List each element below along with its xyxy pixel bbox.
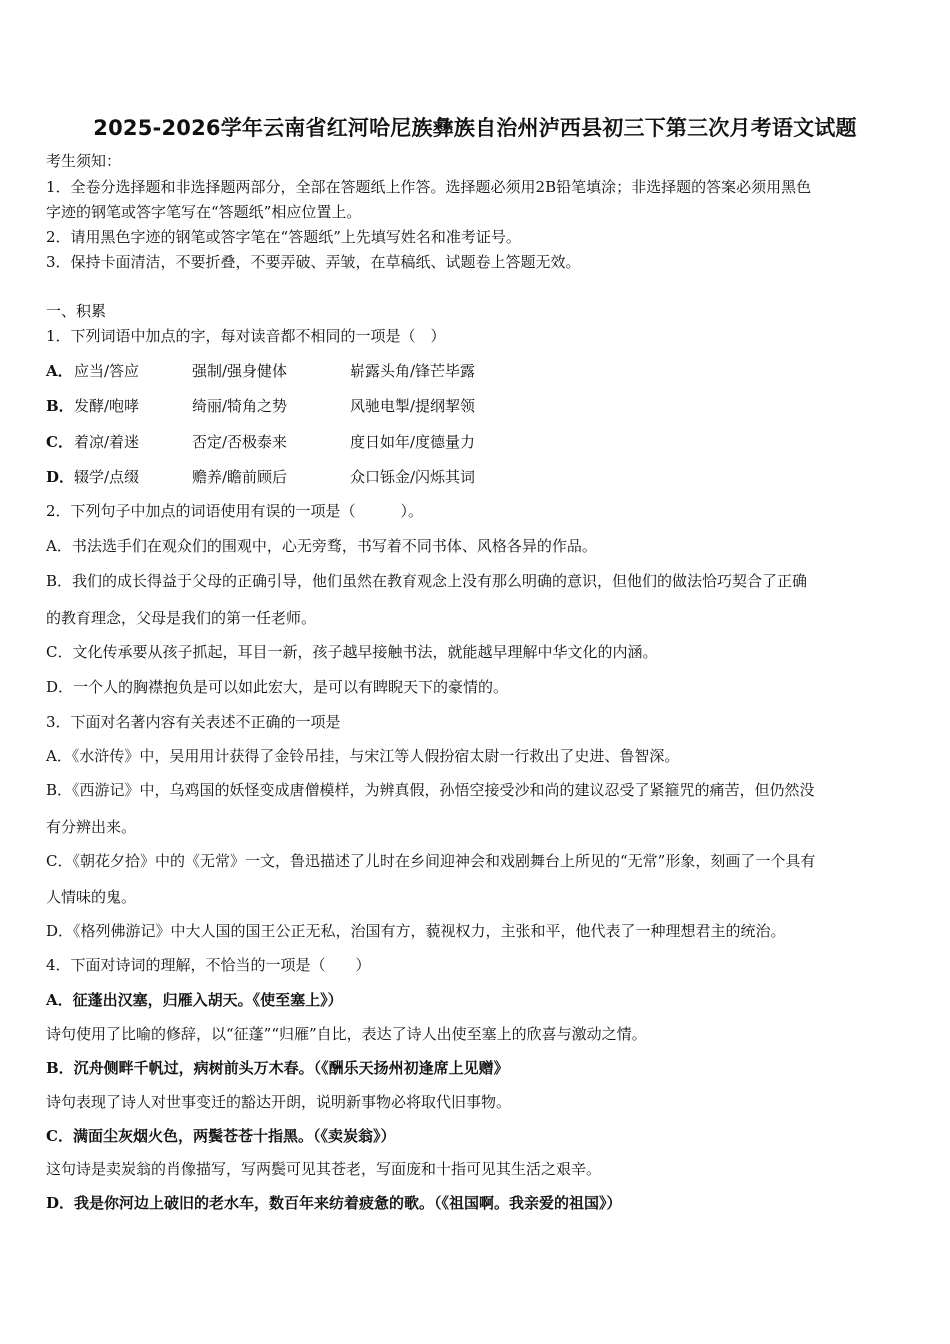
question-3-option-b-line-1: B．《西游记》中，乌鸡国的妖怪变成唐僧模样，为辨真假，孙悟空接受沙和尚的建议忍受了紧箍咒的痛苦，但仍然没 — [46, 781, 815, 799]
option-col-3: 风驰电掣/提纲挈领 — [350, 397, 476, 415]
question-3-option-b-line-2: 有分辨出来。 — [46, 818, 137, 836]
option-label: C． — [46, 433, 73, 451]
question-4-option-b: B．沉舟侧畔千帆过，病树前头万木春。（《酬乐天扬州初逢席上见赠》 — [46, 1059, 509, 1077]
question-4-option-d: D．我是你河边上破旧的老水车，数百年来纺着疲惫的歌。（《祖国啊。我亲爱的祖国》） — [46, 1194, 622, 1212]
notice-heading: 考生须知： — [46, 152, 122, 170]
option-col-2: 绮丽/犄角之势 — [192, 397, 288, 415]
page-title: 2025-2026学年云南省红河哈尼族彝族自治州泸西县初三下第三次月考语文试题 — [93, 116, 857, 140]
notice-line-1: 1．全卷分选择题和非选择题两部分，全部在答题纸上作答。选择题必须用2B铅笔填涂；非选择题的答案必须用黑色 — [46, 178, 812, 196]
option-col-1: 着凉/着迷 — [74, 433, 140, 451]
option-col-2: 否定/否极泰来 — [192, 433, 288, 451]
question-2-option-c: C．文化传承要从孩子抓起，耳目一新，孩子越早接触书法，就能越早理解中华文化的内涵。 — [46, 643, 658, 661]
question-4-stem: 4．下面对诗词的理解，不恰当的一项是（ ） — [46, 956, 371, 974]
option-col-1: 辍学/点缀 — [74, 468, 140, 486]
question-1-option-c — [46, 431, 906, 451]
notice-line-3: 2．请用黑色字迹的钢笔或答字笔在“答题纸”上先填写姓名和准考证号。 — [46, 228, 521, 246]
option-col-3: 度日如年/度德量力 — [350, 433, 476, 451]
question-4-option-a: A．征蓬出汉塞，归雁入胡天。《使至塞上》） — [46, 991, 343, 1009]
question-1-option-b — [46, 395, 906, 415]
notice-line-2: 字迹的钢笔或答字笔写在“答题纸”相应位置上。 — [46, 203, 362, 221]
option-col-3: 崭露头角/锋芒毕露 — [350, 362, 476, 380]
question-2-stem: 2．下列句子中加点的词语使用有误的一项是（ ）。 — [46, 502, 424, 520]
section-heading: 一、积累 — [46, 302, 107, 320]
option-label: B． — [46, 397, 74, 415]
question-2-option-b-line-1: B．我们的成长得益于父母的正确引导，他们虽然在教育观念上没有那么明确的意识，但他们的做法恰巧契合了正确 — [46, 572, 808, 590]
option-label: A． — [46, 362, 73, 380]
question-1-option-a — [46, 360, 906, 380]
question-1-option-d — [46, 466, 906, 486]
option-col-1: 应当/答应 — [74, 362, 140, 380]
question-2-option-b-line-2: 的教育理念，父母是我们的第一任老师。 — [46, 609, 317, 627]
question-2-option-d: D．一个人的胸襟抱负是可以如此宏大，是可以有睥睨天下的豪情的。 — [46, 678, 509, 696]
question-4-option-b-explanation: 诗句表现了诗人对世事变迁的豁达开朗，说明新事物必将取代旧事物。 — [46, 1093, 512, 1111]
question-4-option-c: C．满面尘灰烟火色，两鬓苍苍十指黑。（《卖炭翁》） — [46, 1127, 396, 1145]
question-3-stem: 3．下面对名著内容有关表述不正确的一项是 — [46, 713, 341, 731]
question-3-option-c-line-1: C．《朝花夕拾》中的《无常》一文，鲁迅描述了儿时在乡间迎神会和戏剧舞台上所见的“无常”形象，刻画了一个具有 — [46, 852, 816, 870]
option-col-1: 发酵/咆哮 — [74, 397, 140, 415]
question-2-option-a: A．书法选手们在观众们的围观中，心无旁骛，书写着不同书体、风格各异的作品。 — [46, 537, 597, 555]
notice-line-4: 3．保持卡面清洁，不要折叠，不要弄破、弄皱，在草稿纸、试题卷上答题无效。 — [46, 253, 581, 271]
option-col-3: 众口铄金/闪烁其词 — [350, 468, 476, 486]
question-3-option-c-line-2: 人情味的鬼。 — [46, 888, 137, 906]
question-4-option-a-explanation: 诗句使用了比喻的修辞，以“征蓬”“归雁”自比，表达了诗人出使至塞上的欣喜与激动之情。 — [46, 1025, 647, 1043]
question-1-stem: 1．下列词语中加点的字，每对读音都不相同的一项是（ ） — [46, 327, 446, 345]
question-3-option-d: D．《格列佛游记》中大人国的国王公正无私，治国有方，藐视权力，主张和平，他代表了一种理想君主的统治。 — [46, 922, 786, 940]
option-col-2: 强制/强身健体 — [192, 362, 288, 380]
question-4-option-c-explanation: 这句诗是卖炭翁的肖像描写，写两鬓可见其苍老，写面庞和十指可见其生活之艰辛。 — [46, 1160, 602, 1178]
option-col-2: 赡养/瞻前顾后 — [192, 468, 288, 486]
question-3-option-a: A．《水浒传》中，吴用用计获得了金铃吊挂，与宋江等人假扮宿太尉一行救出了史进、鲁智深。 — [46, 747, 680, 765]
option-label: D． — [46, 468, 75, 486]
